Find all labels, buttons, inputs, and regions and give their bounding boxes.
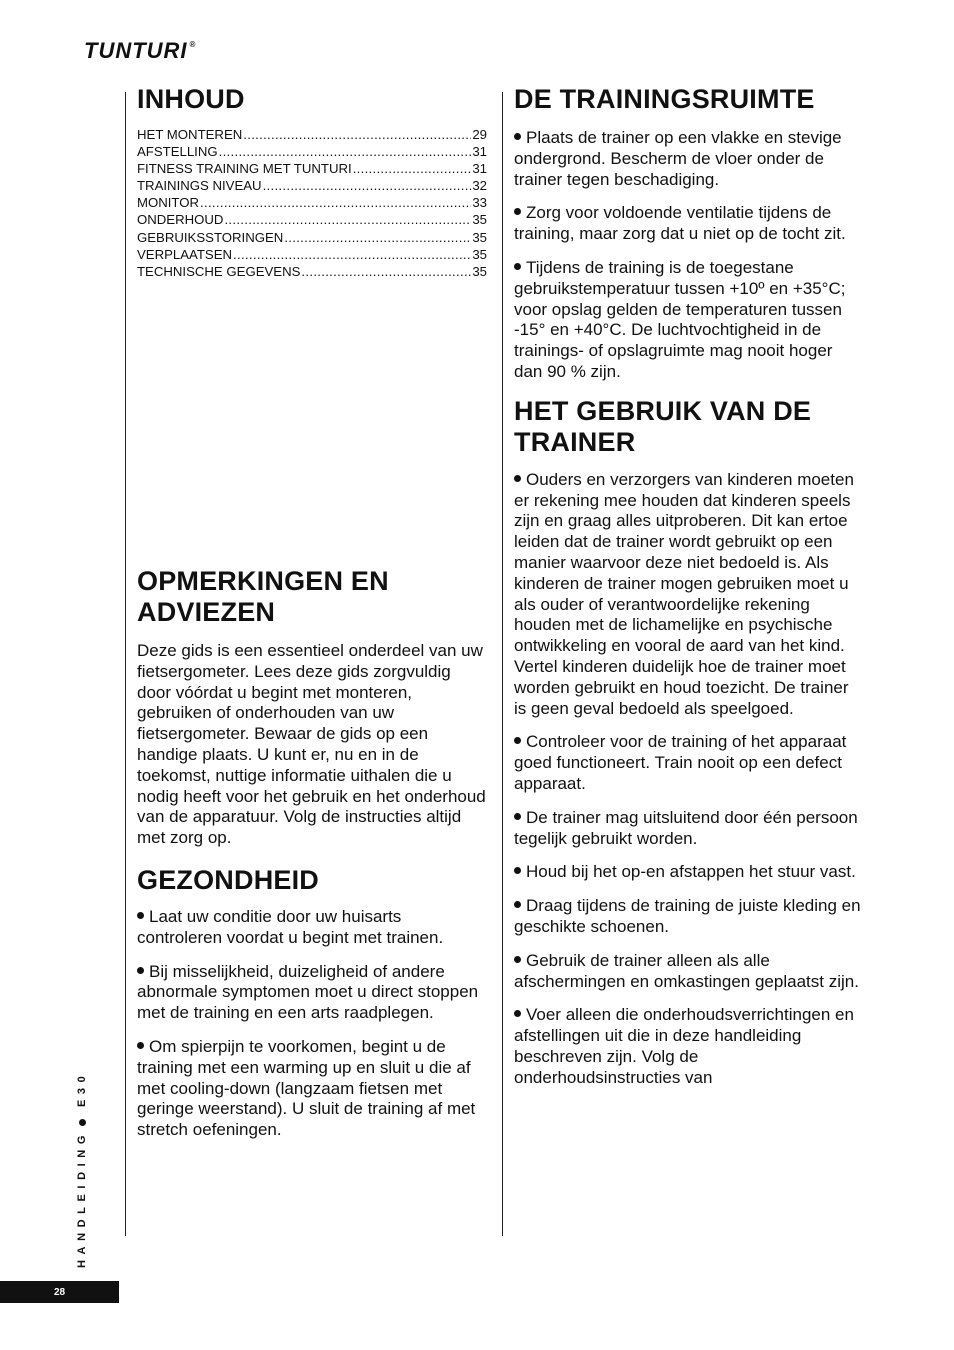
- bullet-icon: [514, 901, 521, 908]
- gebruik-bullet: Draag tijdens de training de juiste kleding en geschikte schoenen.: [514, 896, 861, 936]
- gebruik-bullet: Ouders en verzorgers van kinderen moeten er rekening mee houden dat kinderen speels zijn en graag alles uitproberen. Dit kan ertoe leiden dat de trainer wordt gebruikt op een manier waarvoor deze niet bedoeld is. Als kinderen de trainer mogen gebruiken moet u als ouder of verantwoordelijke rekening houden met de lichamelijke en psychische ontwikkeling en vooral de aard van het kind. Vertel kinderen duidelijk hoe de trainer moet worden gebruikt en houd toezicht. De trainer is geen geval bedoeld als speelgoed.: [514, 469, 854, 718]
- gebruik-bullet: Houd bij het op-en afstappen het stuur vast.: [514, 862, 864, 883]
- toc-item: ONDERHOUD ..... 35: [137, 212, 487, 229]
- bullet-icon: [514, 1010, 521, 1017]
- right-column: [514, 84, 864, 1101]
- gezondheid-heading: GEZONDHEID: [137, 864, 320, 895]
- bullet-icon: [514, 867, 521, 874]
- side-manual-label: HANDLEIDING E30: [76, 1070, 88, 1268]
- left-column: [137, 84, 487, 1140]
- middle-column-rule: [502, 92, 503, 1236]
- toc-item: FITNESS TRAINING MET TUNTURI ..... 31: [137, 161, 487, 178]
- gebruik-bullet: Voer alleen die onderhoudsverrichtingen en afstellingen uit die in deze handleiding beschreven zijn. Volg de onderhoudsinstructies van: [514, 1005, 854, 1087]
- tunturi-logo: TUNTURI ®: [84, 38, 197, 63]
- separator-dot-icon: [79, 1119, 86, 1126]
- gebruik-bullet: Gebruik de trainer alleen als alle afschermingen en omkastingen geplaatst zijn.: [514, 950, 859, 991]
- gebruik-bullet: Controleer voor de training of het apparaat goed functioneert. Train nooit op een defect apparaat.: [514, 732, 847, 793]
- toc-item: MONITOR ..... 33: [137, 195, 487, 212]
- bullet-icon: [514, 208, 521, 215]
- toc-item: TECHNISCHE GEGEVENS ..... 35: [137, 264, 487, 281]
- bullet-icon: [514, 263, 521, 270]
- toc-item: HET MONTEREN ..... 29: [137, 127, 487, 144]
- left-column-rule: [125, 92, 126, 1236]
- toc-item: AFSTELLING ..... 31: [137, 144, 487, 161]
- gebruik-bullet: De trainer mag uitsluitend door één persoon tegelijk gebruikt worden.: [514, 807, 858, 848]
- trainingsruimte-bullet: Zorg voor voldoende ventilatie tijdens de training, maar zorg dat u niet op de tocht zit.: [514, 203, 846, 244]
- table-of-contents: [137, 127, 487, 281]
- bullet-icon: [514, 737, 521, 744]
- trainingsruimte-bullet: Tijdens de training is de toegestane gebruikstemperatuur tussen +10º en +35°C; voor opslag gelden de temperaturen tussen -15° en +40°C. De luchtvochtigheid in de trainings- of opslagruimte mag nooit hoger dan 90 % zijn.: [514, 257, 846, 381]
- opmerkingen-text: Deze gids is een essentieel onderdeel van uw fietsergometer. Lees deze gids zorgvuldig door vóórdat u begint met monteren, gebruiken of onderhouden van uw fietsergometer. Bewaar de gids op een handige plaats. U kunt er, nu en in de toekomst, nuttige informatie uithalen die u nodig heeft voor het gebruik en het onderhoud van de apparatuur. Volg de instructies altijd met zorg op.: [137, 641, 486, 848]
- bullet-icon: [137, 967, 144, 974]
- gezondheid-bullet: Laat uw conditie door uw huisarts controleren voordat u begint met trainen.: [137, 906, 444, 947]
- toc-item: GEBRUIKSSTORINGEN ..... 35: [137, 230, 487, 247]
- gebruik-heading: HET GEBRUIK VAN DE TRAINER: [514, 395, 812, 457]
- toc-item: VERPLAATSEN ..... 35: [137, 247, 487, 264]
- page-number: 28: [0, 1281, 119, 1303]
- toc-item: TRAININGS NIVEAU ..... 32: [137, 178, 487, 195]
- gezondheid-bullet: Bij misselijkheid, duizeligheid of andere abnormale symptomen moet u direct stoppen met de training en een arts raadplegen.: [137, 961, 479, 1023]
- bullet-icon: [514, 813, 521, 820]
- bullet-icon: [137, 912, 144, 919]
- trainingsruimte-heading: DE TRAININGSRUIMTE: [514, 84, 815, 114]
- opmerkingen-heading: OPMERKINGEN EN ADVIEZEN: [137, 566, 389, 627]
- bullet-icon: [514, 133, 521, 140]
- bullet-icon: [514, 956, 521, 963]
- bullet-icon: [514, 475, 521, 482]
- gezondheid-bullet: Om spierpijn te voorkomen, begint u de training met een warming up en sluit u die af met cooling-down (langzaam fietsen met geringe weerstand). U sluit de training af met stretch oefeningen.: [137, 1036, 476, 1140]
- toc-heading: INHOUD: [137, 84, 245, 114]
- trainingsruimte-bullet: Plaats de trainer op een vlakke en stevige ondergrond. Bescherm de vloer onder de trainer tegen beschadiging.: [514, 128, 842, 189]
- bullet-icon: [137, 1042, 144, 1049]
